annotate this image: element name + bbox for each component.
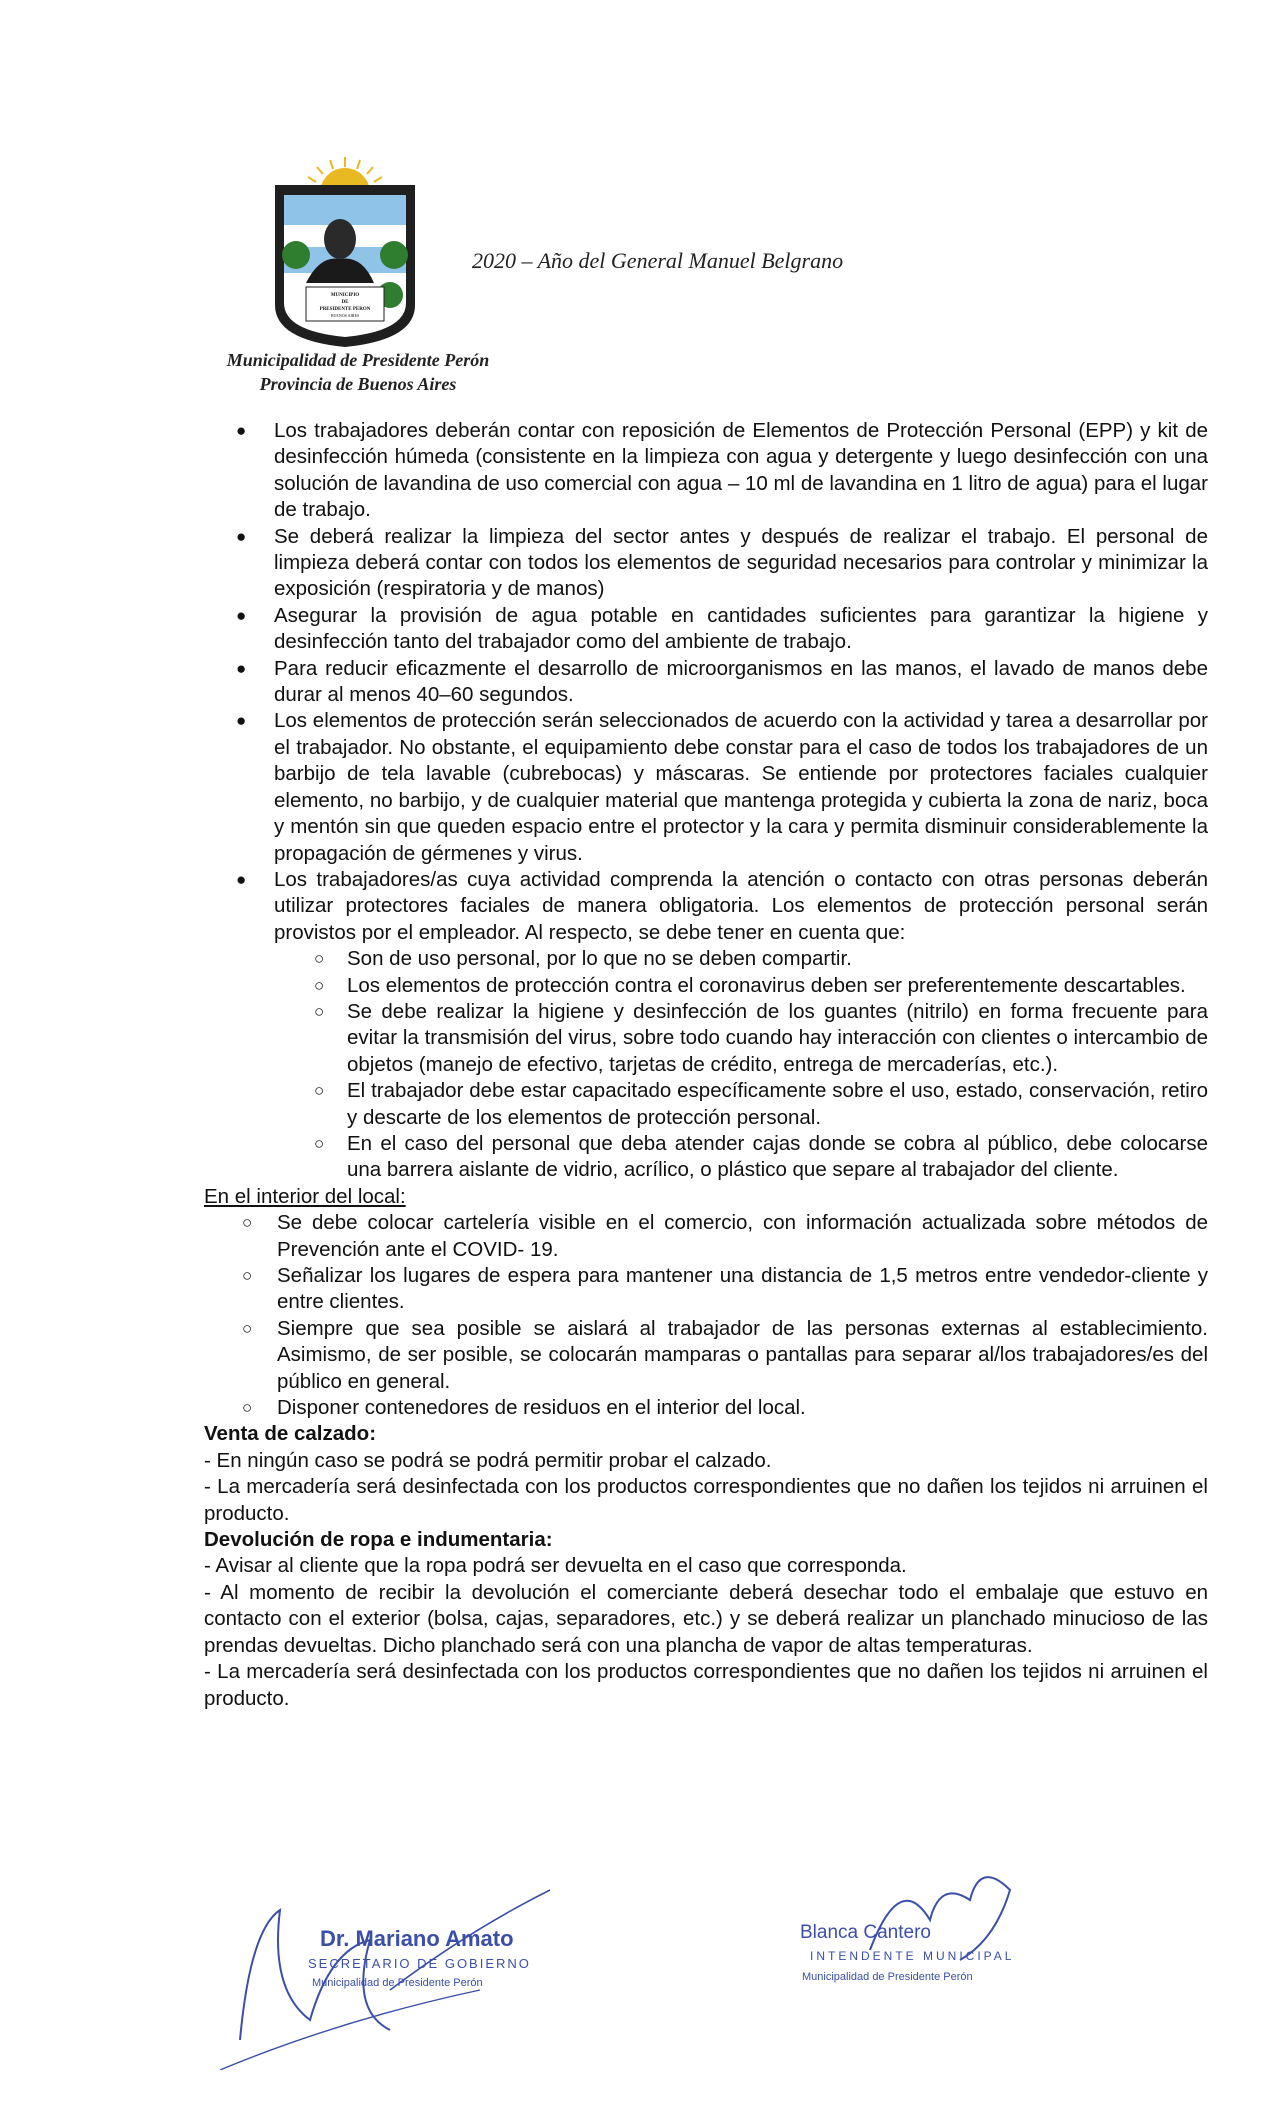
list-item bbox=[204, 418, 1208, 524]
logo-text-line-2: DE bbox=[341, 300, 349, 305]
bullet-icon: ● bbox=[236, 869, 247, 889]
sub-item-text: El trabajador debe estar capacitado específicamente sobre el uso, estado, conservación, retiro y descarte de los elementos de protección personal. bbox=[347, 1079, 1208, 1129]
sub-list-item bbox=[204, 999, 1208, 1078]
circle-bullet-icon: ○ bbox=[314, 1081, 325, 1101]
bullet-text: Asegurar la provisión de agua potable en cantidades suficientes para garantizar la higiene y desinfección tanto del trabajador como del ambiente de trabajo. bbox=[274, 603, 1208, 654]
circle-bullet-icon: ○ bbox=[314, 949, 325, 969]
list-item bbox=[204, 656, 1208, 709]
province-name: Provincia de Buenos Aires bbox=[259, 374, 457, 394]
year-motto: 2020 – Año del General Manuel Belgrano bbox=[472, 248, 844, 273]
list-item bbox=[204, 524, 1208, 603]
circle-bullet-icon: ○ bbox=[314, 1001, 325, 1021]
bullet-text: Los elementos de protección serán seleccionados de acuerdo con la actividad y tarea a desarrollar por el trabajador. No obstante, el equipamiento debe constar para el caso de todos los trabajadores de un barbijo de tela lavable (cubrebocas) y máscaras. Se entiende por protectores faciales cualquier elemento, no barbijo, y de cualquier material que mantenga protegida y cubierta la zona de nariz, boca y mentón sin que queden espacio entre el protector y la cara y permita disminuir considerablemente la propagación de gérmenes y virus. bbox=[274, 709, 1208, 865]
sub-list bbox=[274, 946, 1208, 1184]
logo-text-line-3: PRESIDENTE PERON bbox=[319, 307, 371, 312]
interior-item-text: Siempre que sea posible se aislará al trabajador de las personas externas al establecimiento. Asimismo, de ser posible, se colocarán mamparas o pantallas para separar al/los trabajadores/es del público en general. bbox=[277, 1316, 1208, 1393]
secretario-role: SECRETARIO DE GOBIERNO bbox=[308, 1956, 531, 1971]
signature-intendente bbox=[780, 1860, 1120, 2010]
devolucion-line: - Avisar al cliente que la ropa podrá ser devuelta en el caso que corresponda. bbox=[204, 1554, 907, 1578]
sub-item-text: Se debe realizar la higiene y desinfección de los guantes (nitrilo) en forma frecuente para evitar la transmisión del virus, sobre todo cuando hay interacción con clientes o intercambio de objetos (manejo de efectivo, tarjetas de crédito, entrega de mercaderías, etc.). bbox=[347, 999, 1208, 1076]
logo-text-line-1: MUNICIPIO bbox=[330, 293, 360, 298]
interior-list bbox=[204, 1210, 1208, 1421]
municipality-name: Municipalidad de Presidente Perón bbox=[226, 350, 490, 370]
interior-item-text: Señalizar los lugares de espera para mantener una distancia de 1,5 metros entre vendedor-cliente y entre clientes. bbox=[277, 1264, 1208, 1314]
intendente-org: Municipalidad de Presidente Perón bbox=[802, 1971, 973, 1983]
calzado-line: - La mercadería será desinfectada con los productos correspondientes que no dañen los tejidos ni arruinen el producto. bbox=[204, 1475, 1208, 1525]
interior-item-text: Disponer contenedores de residuos en el interior del local. bbox=[277, 1396, 806, 1420]
devolucion-heading: Devolución de ropa e indumentaria: bbox=[204, 1528, 553, 1552]
calzado-heading: Venta de calzado: bbox=[204, 1422, 377, 1446]
devolucion-line: - La mercadería será desinfectada con los productos correspondientes que no dañen los tejidos ni arruinen el producto. bbox=[204, 1660, 1208, 1710]
interior-list-item bbox=[204, 1395, 1208, 1421]
document-body bbox=[204, 418, 1208, 1712]
bullet-icon: ● bbox=[236, 605, 247, 625]
sub-item-text: Son de uso personal, por lo que no se deben compartir. bbox=[347, 947, 852, 971]
list-item bbox=[204, 603, 1208, 656]
sub-list-item bbox=[204, 1078, 1208, 1131]
bullet-text: Se deberá realizar la limpieza del sector antes y después de realizar el trabajo. El personal de limpieza deberá contar con todos los elementos de seguridad necesarios para controlar y minimizar la exposición (respiratoria y de manos) bbox=[274, 524, 1208, 601]
municipal-coat-of-arms bbox=[270, 155, 420, 350]
sub-item-text: Los elementos de protección contra el coronavirus deben ser preferentemente descartables. bbox=[347, 973, 1186, 997]
secretario-name: Dr. Mariano Amato bbox=[320, 1926, 514, 1951]
interior-list-item bbox=[204, 1263, 1208, 1316]
circle-bullet-icon: ○ bbox=[242, 1398, 253, 1418]
sub-list-item bbox=[204, 973, 1208, 999]
bullet-text: Los trabajadores/as cuya actividad comprenda la atención o contacto con otras personas deberán utilizar protectores faciales de manera obligatoria. Los elementos de protección personal serán provistos por el empleador. Al respecto, se debe tener en cuenta que: bbox=[274, 867, 1208, 944]
intendente-name: Blanca Cantero bbox=[800, 1922, 931, 1943]
logo-text-line-4: BUENOS AIRES bbox=[330, 313, 360, 318]
sub-list-item bbox=[204, 1131, 1208, 1184]
interior-list-item bbox=[204, 1316, 1208, 1395]
devolucion-line: - Al momento de recibir la devolución el comerciante deberá desechar todo el embalaje que estuvo en contacto con el exterior (bolsa, cajas, separadores, etc.) y se deberá realizar un planchado minucioso de las prendas devueltas. Dicho planchado será con una plancha de vapor de altas temperaturas. bbox=[204, 1580, 1208, 1657]
calzado-line: - En ningún caso se podrá se podrá permitir probar el calzado. bbox=[204, 1448, 772, 1472]
list-item bbox=[204, 867, 1208, 1184]
interior-item-text: Se debe colocar cartelería visible en el comercio, con información actualizada sobre métodos de Prevención ante el COVID- 19. bbox=[277, 1211, 1208, 1261]
municipality-header bbox=[198, 348, 518, 396]
bullet-icon: ● bbox=[236, 711, 247, 731]
list-item bbox=[204, 708, 1208, 866]
interior-list-item bbox=[204, 1210, 1208, 1263]
intendente-role: INTENDENTE MUNICIPAL bbox=[810, 1949, 1015, 1963]
bullet-icon: ● bbox=[236, 658, 247, 678]
interior-section-title: En el interior del local: bbox=[204, 1184, 406, 1208]
bullet-icon: ● bbox=[236, 421, 247, 440]
circle-bullet-icon: ○ bbox=[314, 975, 325, 995]
bullet-text: Los trabajadores deberán contar con reposición de Elementos de Protección Personal (EPP) y kit de desinfección húmeda (consistente en la limpieza con agua y detergente y luego desinfección con una solución de lavandina de uso comercial con agua – 10 ml de lavandina en 1 litro de agua) para el lugar de trabajo. bbox=[274, 419, 1208, 522]
circle-bullet-icon: ○ bbox=[242, 1318, 253, 1338]
circle-bullet-icon: ○ bbox=[314, 1133, 325, 1153]
sub-item-text: En el caso del personal que deba atender cajas donde se cobra al público, debe colocarse una barrera aislante de vidrio, acrílico, o plástico que separe al trabajador del cliente. bbox=[347, 1131, 1208, 1182]
circle-bullet-icon: ○ bbox=[242, 1213, 253, 1233]
bullet-list bbox=[204, 418, 1208, 1184]
sub-list-item bbox=[204, 946, 1208, 972]
signature-secretario bbox=[220, 1870, 580, 2070]
bullet-text: Para reducir eficazmente el desarrollo de microorganismos en las manos, el lavado de manos debe durar al menos 40–60 segundos. bbox=[274, 656, 1208, 707]
secretario-org: Municipalidad de Presidente Perón bbox=[312, 1977, 483, 1989]
circle-bullet-icon: ○ bbox=[242, 1266, 253, 1285]
bullet-icon: ● bbox=[236, 526, 247, 546]
